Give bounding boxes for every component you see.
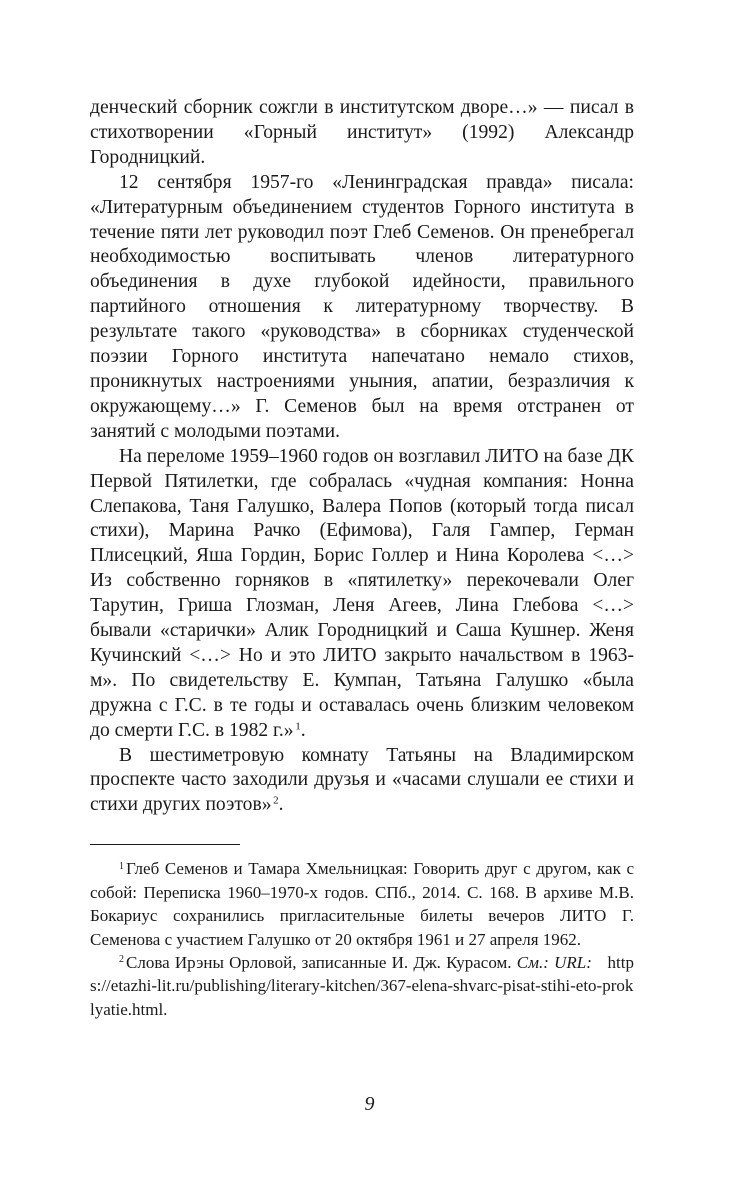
footnote-text: Глеб Семенов и Тамара Хмельницкая: Говорить друг с другом, как с собой: Переписка 1960–1970-х годов. СПб., 2014. С. 168. В архиве М.В. Бокариус сохранились пригласительные билеты вечеров ЛИТО Г. Семенова с участием Галушко от 20 октября 1961 и 27 апреля 1962.: [90, 859, 634, 949]
footnotes: [90, 857, 634, 1021]
paragraph: [90, 171, 634, 445]
footnote: [90, 951, 634, 1021]
footnote-ref-1[interactable]: 1: [295, 720, 301, 733]
footnote-url-link[interactable]: https://etazhi-lit.ru/publishing/literary-kitchen/367-elena-shvarc-pisat-stihi-eto-proklyatie.html.: [90, 952, 634, 1019]
paragraph-text: 12 сентября 1957-го «Ленинградская правда» писала: «Литературным объединением студентов Горного института в течение пяти лет руководил поэт Глеб Семенов. Он пренебрегал необходимостью воспитывать членов литературного объединения в духе глубокой идейности, правильного партийного отношения к литературному творчеству. В результате такого «руководства» в сборниках студенческой поэзии Горного института напечатано немало стихов, проникнутых настроениями уныния, апатии, безразличия к окружающему…» Г. Семенов был на время отстранен от занятий с молодыми поэтами.: [90, 171, 634, 442]
paragraph-text: На переломе 1959–1960 годов он возглавил ЛИТО на базе ДК Первой Пятилетки, где собралась «чудная компания: Нонна Слепакова, Таня Галушко, Валера Попов (который тогда писал стихи), Марина Рачко (Ефимова), Галя Гампер, Герман Плисецкий, Яша Гордин, Борис Голлер и Нина Королева <…> Из собственно горняков в «пятилетку» перекочевали Олег Тарутин, Гриша Глозман, Леня Агеев, Лина Глебова <…> бывали «старички» Алик Городницкий и Саша Кушнер. Женя Кучинский <…> Но и это ЛИТО закрыто начальством в 1963-м». По свидетельству Е. Кумпан, Татьяна Галушко «была дружна с Г.С. в те годы и оставалась очень близким человеком до смерти Г.С. в 1982 г.»: [90, 445, 634, 741]
page-content: [90, 96, 634, 1021]
paragraph: [90, 445, 634, 744]
footnote-number: 2: [119, 954, 124, 966]
paragraph-tail: .: [300, 719, 306, 741]
footnote: [90, 857, 634, 951]
paragraph: [90, 744, 634, 819]
page-number: 9: [364, 1093, 375, 1115]
footnote-text: Слова Ирэны Орловой, записанные И. Дж. Курасом.: [126, 952, 512, 972]
paragraph: [90, 96, 634, 171]
footnote-ref-2[interactable]: 2: [273, 794, 279, 807]
main-text: [90, 96, 634, 818]
footnote-see-label: См.: URL:: [516, 952, 592, 972]
paragraph-tail: .: [278, 794, 284, 816]
footnote-number: 1: [119, 860, 124, 872]
footnote-divider: [90, 844, 240, 845]
paragraph-text: В шестиметровую комнату Татьяны на Владимирском проспекте часто заходили друзья и «часами слушали ее стихи и стихи других поэтов»: [90, 744, 634, 816]
paragraph-text: денческий сборник сожгли в институтском дворе…» — писал в стихотворении «Горный институт» (1992) Александр Городницкий.: [90, 97, 634, 168]
